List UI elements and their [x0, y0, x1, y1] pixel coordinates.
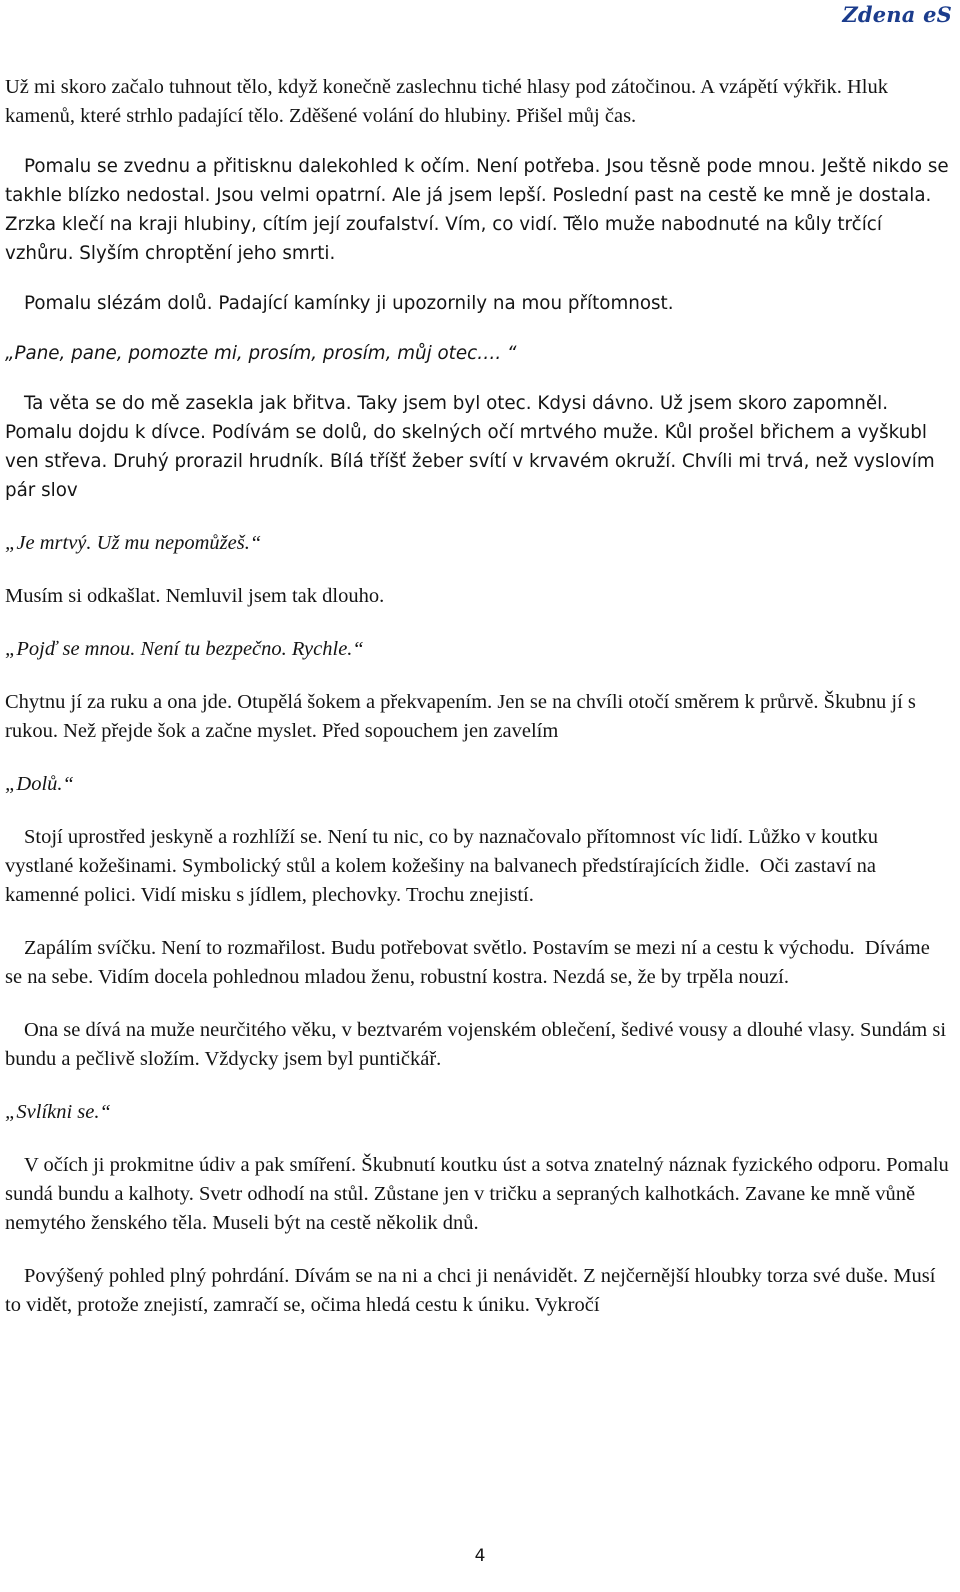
paragraph: Už mi skoro začalo tuhnout tělo, když konečně zaslechnu tiché hlasy pod zátočinou. A vzápětí výkřik. Hluk kamenů, které strhlo padající tělo. Zděšené volání do hlubiny. Přišel můj čas. — [5, 76, 894, 127]
paragraph: Zapálím svíčku. Není to rozmařilost. Budu potřebovat světlo. Postavím se mezi ní a cestu k východu. Díváme se na sebe. Vidím docela pohlednou mladou ženu, robustní kostra. Nezdá se, že by trpěla nouzí. — [5, 937, 935, 988]
paragraph: Ona se dívá na muže neurčitého věku, v beztvarém vojenském oblečení, šedivé vousy a dlouhé vlasy. Sundám si bundu a pečlivě složím. Vždycky jsem byl puntičkář. — [5, 1019, 952, 1070]
dialogue-line: „Je mrtvý. Už mu nepomůžeš.“ — [5, 532, 262, 554]
paragraph: Povýšený pohled plný pohrdání. Dívám se na ni a chci ji nenávidět. Z nejčernější hloubky torza své duše. Musí to vidět, protože znejistí, zamračí se, očima hledá cestu k úniku. Vykročí — [5, 1265, 941, 1316]
author-header: Zdena eS — [842, 2, 952, 27]
dialogue-line: „Dolů.“ — [5, 773, 74, 795]
paragraph: Pomalu slézám dolů. Padající kamínky ji upozornily na mou přítomnost. — [24, 293, 674, 314]
paragraph: Pomalu se zvednu a přitisknu dalekohled k očím. Není potřeba. Jsou těsně pode mnou. Ještě nikdo se takhle blízko nedostal. Jsou velmi opatrní. Ale já jsem lepší. Poslední past na cestě ke mně je dostala. Zrzka klečí na kraji hlubiny, cítím její zoufalství. Vím, co vidí. Tělo muže nabodnuté na kůly trčící vzhůru. Slyším chroptění jeho smrti. — [5, 156, 955, 264]
paragraph: Ta věta se do mě zasekla jak břitva. Taky jsem byl otec. Kdysi dávno. Už jsem skoro zapomněl. Pomalu dojdu k dívce. Podívám se dolů, do skelných očí mrtvého muže. Kůl prošel břichem a vyškubl ven střeva. Druhý prorazil hrudník. Bílá tříšť žeber svítí v krvavém okruží. Chvíli mi trvá, než vyslovím pár slov — [5, 393, 941, 501]
dialogue-line: „Svlíkni se.“ — [5, 1101, 111, 1123]
dialogue-line: „Pane, pane, pomozte mi, prosím, prosím, můj otec…. “ — [5, 343, 517, 364]
paragraph: Stojí uprostřed jeskyně a rozhlíží se. Není tu nic, co by naznačovalo přítomnost víc lidí. Lůžko v koutku vystlané kožešinami. Symbolický stůl a kolem kožešiny na balvanech předstírajících židle. Oči zastaví na kamenné polici. Vidí misku s jídlem, plechovky. Trochu znejistí. — [5, 826, 884, 906]
page-body — [5, 73, 955, 1320]
page-number: 4 — [474, 1546, 486, 1566]
paragraph: V očích ji prokmitne údiv a pak smíření. Škubnutí koutku úst a sotva znatelný náznak fyzického odporu. Pomalu sundá bundu a kalhoty. Svetr odhodí na stůl. Zůstane jen v tričku a sepraných kalhotkách. Zavane ke mně vůně nemytého ženského těla. Museli být na cestě několik dnů. — [5, 1154, 954, 1234]
paragraph: Musím si odkašlat. Nemluvil jsem tak dlouho. — [5, 585, 385, 607]
dialogue-line: „Pojď se mnou. Není tu bezpečno. Rychle.“ — [5, 638, 364, 660]
paragraph: Chytnu jí za ruku a ona jde. Otupělá šokem a překvapením. Jen se na chvíli otočí směrem k průrvě. Škubnu jí s rukou. Než přejde šok a začne myslet. Před sopouchem jen zavelím — [5, 691, 922, 742]
